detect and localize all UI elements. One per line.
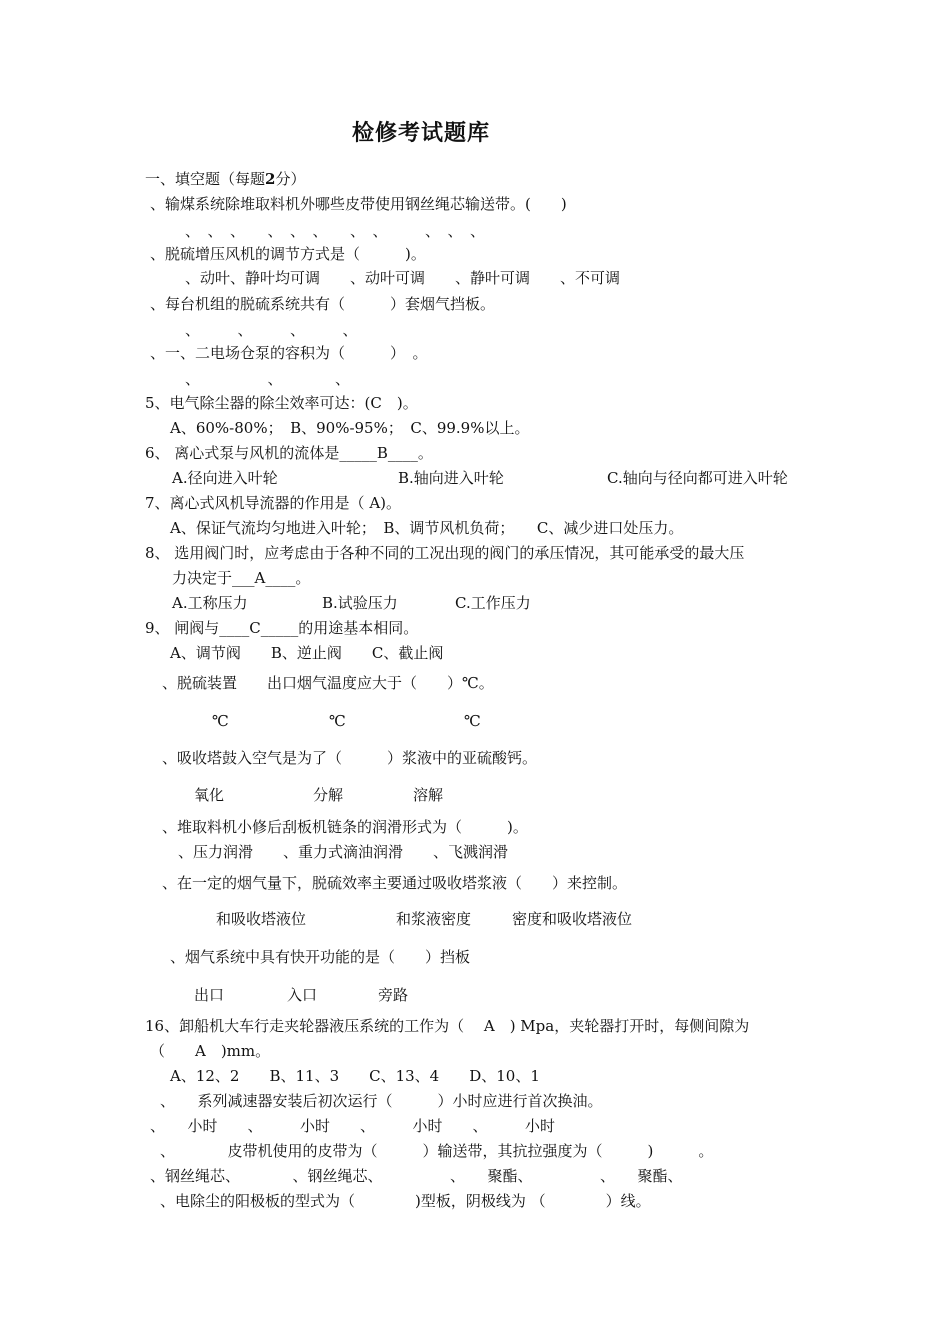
question-13-option-a: 和吸收塔液位 bbox=[216, 910, 307, 928]
question-18: 、 皮带机使用的皮带为（ ）输送带，其抗拉强度为（ ) 。 bbox=[160, 1142, 714, 1160]
question-2-options: 、动叶、静叶均可调 、动叶可调 、静叶可调 、不可调 bbox=[185, 269, 621, 287]
question-13-option-b: 和浆液密度 bbox=[396, 910, 472, 928]
question-1-options: 、 、 、 、 、 、 、 、 、 、 、 bbox=[185, 222, 486, 240]
question-5-options: A、60%-80%； B、90%-95%； C、99.9%以上。 bbox=[170, 419, 530, 437]
question-8-option-c: C.工作压力 bbox=[455, 594, 531, 612]
question-10-option-c: ℃ bbox=[464, 712, 481, 730]
question-1: 、输煤系统除堆取料机外哪些皮带使用钢丝绳芯输送带。( ) bbox=[150, 195, 567, 213]
question-11: 、吸收塔鼓入空气是为了（ ）浆液中的亚硫酸钙。 bbox=[162, 749, 538, 767]
question-11-option-c: 溶解 bbox=[413, 786, 444, 804]
question-4: 、一、二电场仓泵的容积为（ ） 。 bbox=[150, 344, 428, 362]
question-19: 、电除尘的阳极板的型式为（ )型板，阴极线为 （ ）线。 bbox=[160, 1192, 651, 1210]
question-9-options: A、调节阀 B、逆止阀 C、截止阀 bbox=[170, 644, 444, 662]
question-10-option-a: ℃ bbox=[212, 712, 229, 730]
question-13: 、在一定的烟气量下，脱硫效率主要通过吸收塔浆液（ ）来控制。 bbox=[162, 874, 628, 892]
question-14: 、烟气系统中具有快开功能的是（ ）挡板 bbox=[170, 948, 471, 966]
question-6-option-b: B.轴向进入叶轮 bbox=[398, 469, 504, 487]
question-7: 7、离心式风机导流器的作用是（ A)。 bbox=[145, 494, 401, 512]
question-11-option-a: 氧化 bbox=[194, 786, 225, 804]
question-18-options: 、钢丝绳芯、 、钢丝绳芯、 、 聚酯、 、 聚酯、 bbox=[150, 1167, 683, 1185]
page-title: 检修考试题库 bbox=[351, 120, 490, 146]
question-12-options: 、压力润滑 、重力式滴油润滑 、飞溅润滑 bbox=[178, 843, 509, 861]
question-10: 、脱硫装置 出口烟气温度应大于（ ）℃。 bbox=[162, 674, 494, 692]
question-11-option-b: 分解 bbox=[313, 786, 344, 804]
question-14-option-a: 出口 bbox=[194, 986, 225, 1004]
question-8-continued: 力决定于___A____。 bbox=[172, 569, 311, 587]
question-5: 5、电气除尘器的除尘效率可达：(C )。 bbox=[145, 394, 418, 412]
question-10-option-b: ℃ bbox=[329, 712, 346, 730]
question-8-option-b: B.试验压力 bbox=[322, 594, 398, 612]
question-16-options: A、12、2 B、11、3 C、13、4 D、10、1 bbox=[170, 1067, 540, 1085]
question-2: 、脱硫增压风机的调节方式是（ )。 bbox=[150, 245, 426, 263]
question-14-option-b: 入口 bbox=[287, 986, 318, 1004]
question-3-options: 、 、 、 、 bbox=[185, 321, 358, 339]
question-6: 6、 离心式泵与风机的流体是_____B____。 bbox=[145, 444, 433, 462]
question-4-options: 、 、 、 bbox=[185, 370, 351, 388]
question-17: 、 系列减速器安装后初次运行（ ）小时应进行首次换油。 bbox=[160, 1092, 603, 1110]
question-3: 、每台机组的脱硫系统共有（ ）套烟气挡板。 bbox=[150, 295, 496, 313]
question-9: 9、 闸阀与____C_____的用途基本相同。 bbox=[145, 619, 419, 637]
question-6-option-a: A.径向进入叶轮 bbox=[172, 469, 278, 487]
question-16-continued: （ A )mm。 bbox=[150, 1042, 271, 1060]
question-16: 16、卸船机大车行走夹轮器液压系统的工作为（ A ) Mpa，夹轮器打开时，每侧间隙为 bbox=[145, 1017, 750, 1035]
section-heading: 一、填空题（每题2分） bbox=[145, 170, 306, 188]
question-14-option-c: 旁路 bbox=[378, 986, 409, 1004]
question-6-option-c: C.轴向与径向都可进入叶轮 bbox=[607, 469, 788, 487]
question-12: 、堆取料机小修后刮板机链条的润滑形式为（ )。 bbox=[162, 818, 528, 836]
question-8-option-a: A.工称压力 bbox=[172, 594, 248, 612]
question-8: 8、 选用阀门时，应考虑由于各种不同的工况出现的阀门的承压情况，其可能承受的最大压 bbox=[145, 544, 745, 562]
question-13-option-c: 密度和吸收塔液位 bbox=[512, 910, 633, 928]
question-7-options: A、保证气流均匀地进入叶轮； B、调节风机负荷； C、减少进口处压力。 bbox=[170, 519, 684, 537]
question-17-options: 、 小时 、 小时 、 小时 、 小时 bbox=[150, 1117, 556, 1135]
